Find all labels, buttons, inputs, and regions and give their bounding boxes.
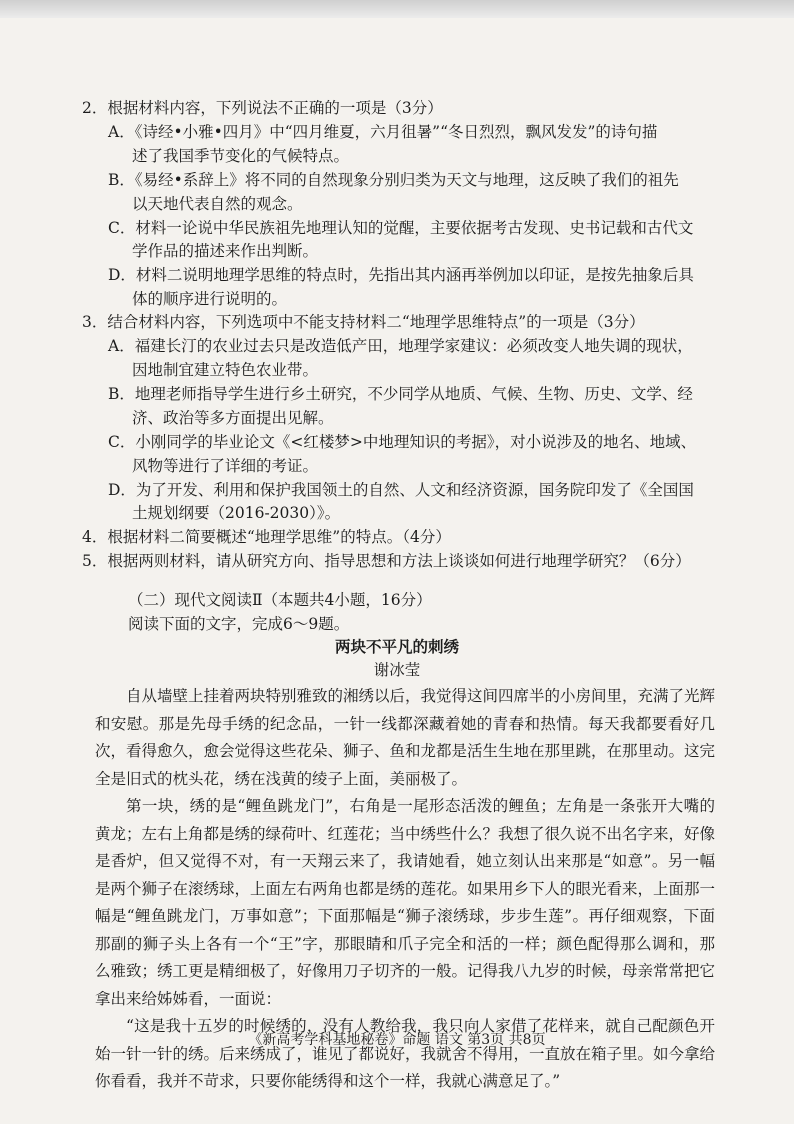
page-footer: 《新高考学科基地秘卷》命题 语文 第3页 共8页: [248, 1032, 546, 1048]
question-3-option-b: B．地理老师指导学生进行乡土研究，不少同学从地质、气候、生物、历史、文学、经: [108, 385, 693, 403]
section-instruction: 阅读下面的文字，完成6～9题。: [128, 615, 350, 633]
question-3-option-a-cont: 因地制宜建立特色农业带。: [132, 361, 319, 379]
question-5: 5．根据两则材料，请从研究方向、指导思想和方法上谈谈如何进行地理学研究？（6分）: [82, 552, 691, 570]
question-2-option-c: C．材料一论说中华民族祖先地理认知的觉醒，主要依据考古发现、史书记载和古代文: [108, 219, 694, 237]
question-3-option-b-cont: 济、政治等多方面提出见解。: [132, 409, 334, 427]
article-paragraph: 自从墙壁上挂着两块特别雅致的湘绣以后，我觉得这间四席半的小房间里，充满了光辉和安慰。那是先母手绣的纪念品，一针一线都深藏着她的青春和热情。每天我都要看好几次，看得愈久，愈会觉得这些花朵、狮子、鱼和龙都是活生生地在那里跳，在那里动。这完全是旧式的枕头花，绣在浅黄的绫子上面，美丽极了。: [95, 687, 716, 788]
article-paragraph: “这是我十五岁的时候绣的，没有人教给我，我只向人家借了花样来，就自己配颜色开始一针一针的绣。后来绣成了，谁见了都说好，我就舍不得用，一直放在箱子里。如今拿给你看看，我并不苛求，只要你能绣得和这个一样，我就心满意足了。”: [95, 1017, 716, 1090]
question-2-option-d: D．材料二说明地理学思维的特点时，先指出其内涵再举例加以印证，是按先抽象后具: [108, 266, 694, 284]
article-title: 两块不平凡的刺绣: [334, 637, 459, 656]
question-3-option-c: C．小刚同学的毕业论文《<红楼梦>中地理知识的考据》，对小说涉及的地名、地域、: [108, 433, 697, 451]
question-3-option-d-cont: 土规划纲要（2016-2030）》。: [132, 504, 341, 522]
question-2-option-d-cont: 体的顺序进行说明的。: [132, 290, 288, 308]
question-4: 4．根据材料二简要概述“地理学思维”的特点。（4分）: [82, 528, 451, 546]
question-2-stem: 2．根据材料内容，下列说法不正确的一项是（3分）: [82, 99, 443, 117]
question-2-option-b: B．《易经•系辞上》将不同的自然现象分别归类为天文与地理，这反映了我们的祖先: [108, 171, 679, 189]
question-3-option-d: D．为了开发、利用和保护我国领土的自然、人文和经济资源，国务院印发了《全国国: [108, 481, 694, 499]
question-2-option-a: A．《诗经•小雅•四月》中“四月维夏，六月徂暑”“冬日烈烈，飘风发发”的诗句描: [108, 123, 658, 141]
question-2-option-a-cont: 述了我国季节变化的气候特点。: [132, 147, 350, 165]
question-2-option-c-cont: 学作品的描述来作出判断。: [132, 242, 319, 260]
question-3-stem: 3．结合材料内容，下列选项中不能支持材料二“地理学思维特点”的一项是（3分）: [82, 313, 645, 331]
section-heading: （二）现代文阅读Ⅱ（本题共4小题，16分）: [128, 591, 432, 609]
article-author: 谢冰莹: [373, 661, 421, 679]
article-paragraph: 第一块，绣的是“鲤鱼跳龙门”，右角是一尾形态活泼的鲤鱼；左角是一条张开大嘴的黄龙；左右上角都是绣的绿荷叶、红莲花；当中绣些什么？我想了很久说不出名字来，好像是香炉，但又觉得不对，有一天翔云来了，我请她看，她立刻认出来那是“如意”。另一幅是两个狮子在滚绣球，上面左右两角也都是绣的莲花。如果用乡下人的眼光看来，上面那一幅是“鲤鱼跳龙门，万事如意”；下面那幅是“狮子滚绣球，步步生莲”。再仔细观察，下面那副的狮子头上各有一个“王”字，那眼睛和爪子完全和活的一样；颜色配得那么调和，那么雅致；绣工更是精细极了，好像用刀子切齐的一般。记得我八九岁的时候，母亲常常把它拿出来给姊姊看，一面说：: [95, 797, 716, 1008]
scan-edge: [0, 0, 794, 18]
question-2-option-b-cont: 以天地代表自然的观念。: [132, 195, 303, 213]
question-3-option-c-cont: 风物等进行了详细的考证。: [132, 457, 319, 475]
question-3-option-a: A．福建长汀的农业过去只是改造低产田，地理学家建议：必须改变人地失调的现状，: [108, 337, 693, 355]
